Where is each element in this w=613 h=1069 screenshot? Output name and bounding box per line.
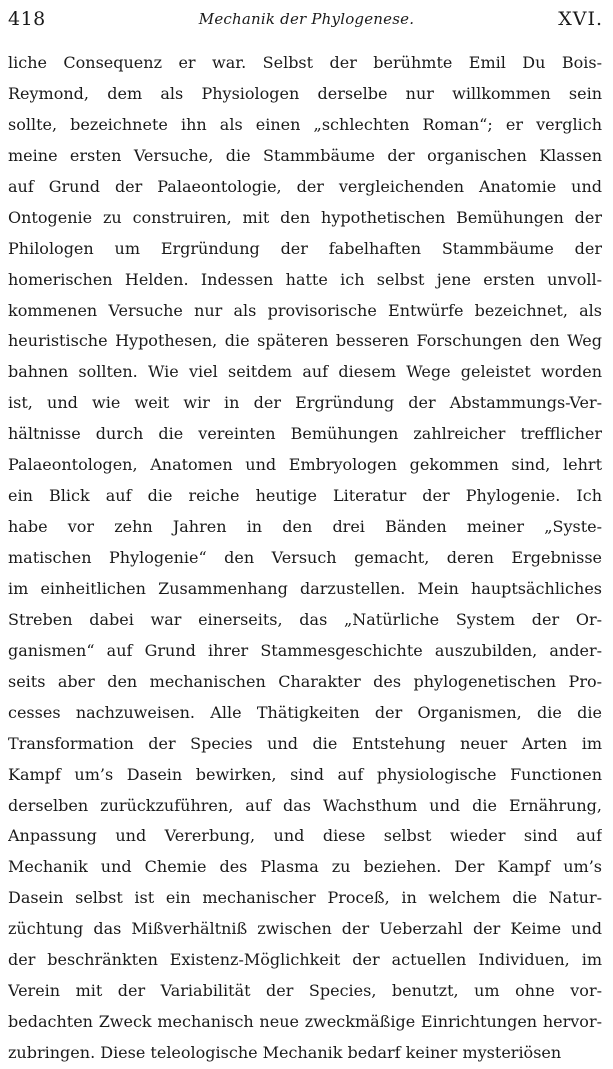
text-line: der beschränkten Existenz-Möglichkeit der actuellen Individuen, im [8, 950, 602, 970]
text-line: matischen Phylogenie“ den Versuch gemacht, deren Ergebnisse [8, 548, 602, 567]
text-line: Kampf um’s Dasein bewirken, sind auf physiologische Functionen [8, 764, 602, 784]
text-line: liche Consequenz er war. Selbst der berühmte Emil Du Bois- [8, 53, 602, 72]
text-line: heuristische Hypothesen, die späteren besseren Forschungen den Weg [8, 331, 602, 351]
text-line: derselben zurückzuführen, auf das Wachsthum und die Ernährung, [8, 795, 602, 815]
body-text [8, 48, 602, 1069]
text-line: Palaeontologen, Anatomen und Embryologen gekommen sind, lehrt [8, 455, 602, 475]
text-line: bahnen sollten. Wie viel seitdem auf diesem Wege geleistet worden [8, 362, 602, 382]
text-line: auf Grund der Palaeontologie, der vergleichenden Anatomie und [8, 176, 602, 196]
text-line: Transformation der Species und die Entstehung neuer Arten im [8, 733, 602, 753]
text-line: seits aber den mechanischen Charakter des phylogenetischen Pro- [8, 671, 602, 691]
text-line: Philologen um Ergründung der fabelhaften Stammbäume der [8, 238, 602, 258]
text-line: kommenen Versuche nur als provisorische Entwürfe bezeichnet, als [8, 300, 602, 320]
text-line: Anpassung und Vererbung, und diese selbst wieder sind auf [8, 826, 602, 846]
text-line: Dasein selbst ist ein mechanischer Proceß, in welchem die Natur- [8, 888, 602, 908]
page-number: 418 [8, 8, 46, 30]
text-line: züchtung das Mißverhältniß zwischen der Ueberzahl der Keime und [8, 919, 602, 939]
text-line: habe vor zehn Jahren in den drei Bänden meiner „Syste- [8, 517, 602, 537]
text-line: Reymond, dem als Physiologen derselbe nur willkommen sein [8, 83, 602, 103]
text-line: Mechanik und Chemie des Plasma zu beziehen. Der Kampf um’s [8, 857, 602, 877]
text-line: im einheitlichen Zusammenhang darzustellen. Mein hauptsächliches [8, 578, 602, 598]
running-title: Mechanik der Phylogenese. [198, 10, 415, 28]
text-line: homerischen Helden. Indessen hatte ich selbst jene ersten unvoll- [8, 269, 602, 289]
chapter-number: XVI. [558, 8, 603, 30]
text-line: cesses nachzuweisen. Alle Thätigkeiten der Organismen, die die [8, 702, 602, 722]
text-line: ein Blick auf die reiche heutige Literatur der Phylogenie. Ich [8, 486, 602, 506]
text-line: Verein mit der Variabilität der Species, benutzt, um ohne vor- [8, 981, 602, 1001]
text-line: meine ersten Versuche, die Stammbäume der organischen Klassen [8, 145, 602, 165]
text-line: bedachten Zweck mechanisch neue zweckmäßige Einrichtungen hervor- [8, 1012, 602, 1032]
page-header [8, 6, 605, 34]
text-line: hältnisse durch die vereinten Bemühungen zahlreicher trefflicher [8, 424, 602, 444]
text-line: Streben dabei war einerseits, das „Natürliche System der Or- [8, 609, 602, 629]
text-line: sollte, bezeichnete ihn als einen „schlechten Roman“; er verglich [8, 114, 602, 134]
text-line: ganismen“ auf Grund ihrer Stammesgeschichte auszubilden, ander- [8, 640, 602, 660]
text-line: zubringen. Diese teleologische Mechanik bedarf keiner mysteriösen [8, 1043, 562, 1062]
text-line: ist, und wie weit wir in der Ergründung der Abstammungs-Ver- [8, 393, 602, 413]
text-line: Ontogenie zu construiren, mit den hypothetischen Bemühungen der [8, 207, 602, 227]
